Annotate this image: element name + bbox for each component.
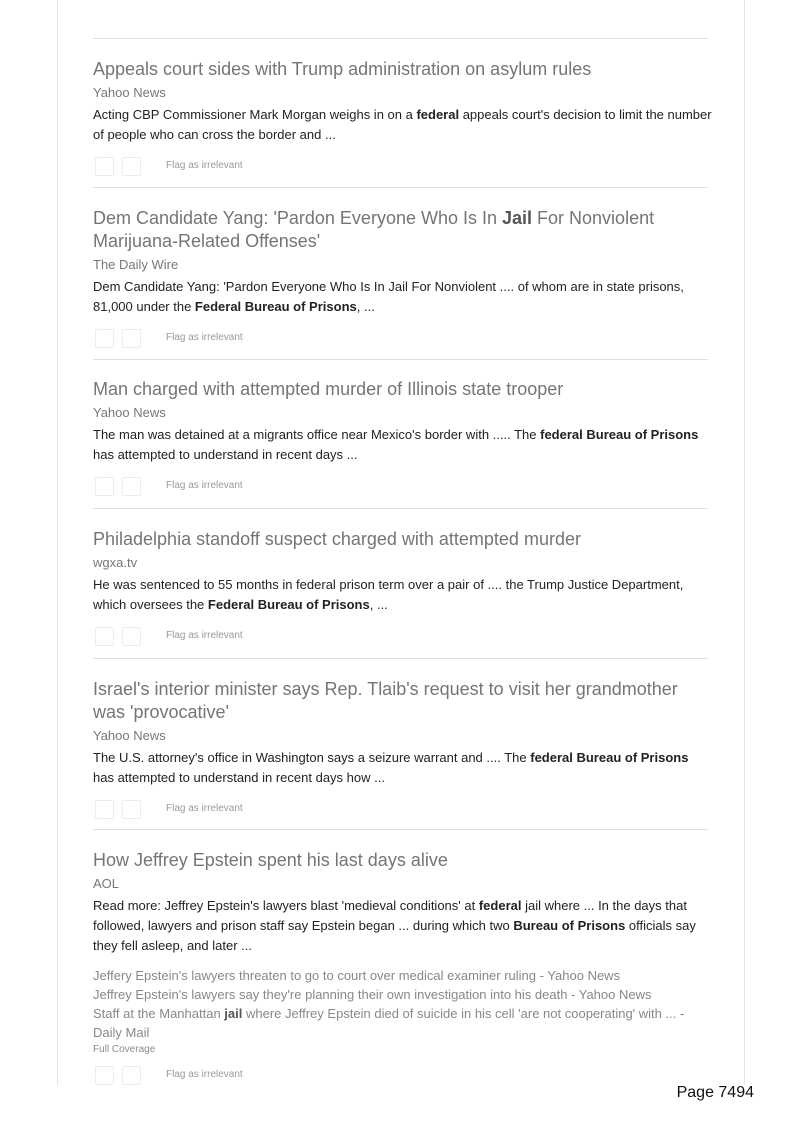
related-articles	[93, 966, 713, 1042]
left-margin-line	[57, 0, 58, 1085]
related-article-link[interactable]: Jeffrey Epstein's lawyers say they're planning their own investigation into his death - Yahoo News	[93, 987, 652, 1002]
article-title-link[interactable]: Dem Candidate Yang: 'Pardon Everyone Who Is In Jail For Nonviolent Marijuana-Related Offenses'	[93, 208, 655, 251]
article-actions	[93, 1066, 713, 1086]
thumbs-down-button[interactable]	[122, 800, 141, 819]
thumbs-up-button[interactable]	[95, 627, 114, 646]
news-item	[93, 378, 713, 497]
article-actions	[93, 477, 713, 497]
article-source: The Daily Wire	[93, 257, 179, 272]
thumbs-down-button[interactable]	[122, 157, 141, 176]
divider	[93, 359, 708, 360]
thumbs-down-button[interactable]	[122, 329, 141, 348]
divider	[93, 829, 708, 830]
article-snippet: He was sentenced to 55 months in federal prison term over a pair of .... the Trump Justice Department, which oversees the Federal Bureau of Prisons, ...	[93, 577, 684, 612]
article-title-link[interactable]: Appeals court sides with Trump administration on asylum rules	[93, 59, 592, 79]
thumbs-down-button[interactable]	[122, 1066, 141, 1085]
news-item	[93, 58, 713, 177]
related-article-link[interactable]: Staff at the Manhattan jail where Jeffrey Epstein died of suicide in his cell 'are not cooperating' with ... - Daily Mail	[93, 1006, 685, 1040]
news-item	[93, 207, 713, 349]
flag-irrelevant-link[interactable]: Flag as irrelevant	[166, 1069, 243, 1080]
article-actions	[93, 800, 713, 820]
article-actions	[93, 157, 713, 177]
article-source: Yahoo News	[93, 405, 166, 420]
article-snippet: The U.S. attorney's office in Washington says a seizure warrant and .... The federal Bureau of Prisons has attempted to understand in recent days how ...	[93, 750, 689, 785]
thumbs-down-button[interactable]	[122, 477, 141, 496]
thumbs-up-button[interactable]	[95, 1066, 114, 1085]
article-snippet: Dem Candidate Yang: 'Pardon Everyone Who Is In Jail For Nonviolent .... of whom are in state prisons, 81,000 under the Federal Bureau of Prisons, ...	[93, 279, 684, 314]
thumbs-up-button[interactable]	[95, 329, 114, 348]
divider	[93, 658, 708, 659]
news-item	[93, 678, 713, 820]
article-source: wgxa.tv	[93, 555, 138, 570]
article-title-link[interactable]: How Jeffrey Epstein spent his last days alive	[93, 850, 448, 870]
article-source: Yahoo News	[93, 728, 166, 743]
flag-irrelevant-link[interactable]: Flag as irrelevant	[166, 803, 243, 814]
full-coverage-link[interactable]: Full Coverage	[93, 1044, 156, 1055]
news-item	[93, 528, 713, 647]
news-item	[93, 849, 713, 1086]
right-margin-line	[744, 0, 745, 1085]
flag-irrelevant-link[interactable]: Flag as irrelevant	[166, 480, 243, 491]
article-snippet: Read more: Jeffrey Epstein's lawyers blast 'medieval conditions' at federal jail where ... In the days that followed, lawyers and prison staff say Epstein began ... during which two Bureau of Prisons officials say they fell asleep, and later ...	[93, 898, 696, 953]
article-title-link[interactable]: Man charged with attempted murder of Illinois state trooper	[93, 379, 564, 399]
divider	[93, 508, 708, 509]
flag-irrelevant-link[interactable]: Flag as irrelevant	[166, 160, 243, 171]
article-actions	[93, 627, 713, 647]
thumbs-up-button[interactable]	[95, 800, 114, 819]
article-source: AOL	[93, 876, 120, 891]
thumbs-up-button[interactable]	[95, 477, 114, 496]
article-actions	[93, 329, 713, 349]
article-snippet: The man was detained at a migrants office near Mexico's border with ..... The federal Bureau of Prisons has attempted to understand in recent days ...	[93, 427, 699, 462]
related-article-link[interactable]: Jeffery Epstein's lawyers threaten to go to court over medical examiner ruling - Yahoo News	[93, 968, 621, 983]
article-source: Yahoo News	[93, 85, 166, 100]
article-snippet: Acting CBP Commissioner Mark Morgan weighs in on a federal appeals court's decision to limit the number of people who can cross the border and ...	[93, 107, 712, 142]
article-title-link[interactable]: Israel's interior minister says Rep. Tlaib's request to visit her grandmother was 'provocative'	[93, 679, 678, 722]
article-title-link[interactable]: Philadelphia standoff suspect charged with attempted murder	[93, 529, 581, 549]
thumbs-down-button[interactable]	[122, 627, 141, 646]
flag-irrelevant-link[interactable]: Flag as irrelevant	[166, 332, 243, 343]
divider	[93, 38, 708, 39]
thumbs-up-button[interactable]	[95, 157, 114, 176]
flag-irrelevant-link[interactable]: Flag as irrelevant	[166, 630, 243, 641]
divider	[93, 187, 708, 188]
page-number: Page 7494	[676, 1084, 754, 1101]
